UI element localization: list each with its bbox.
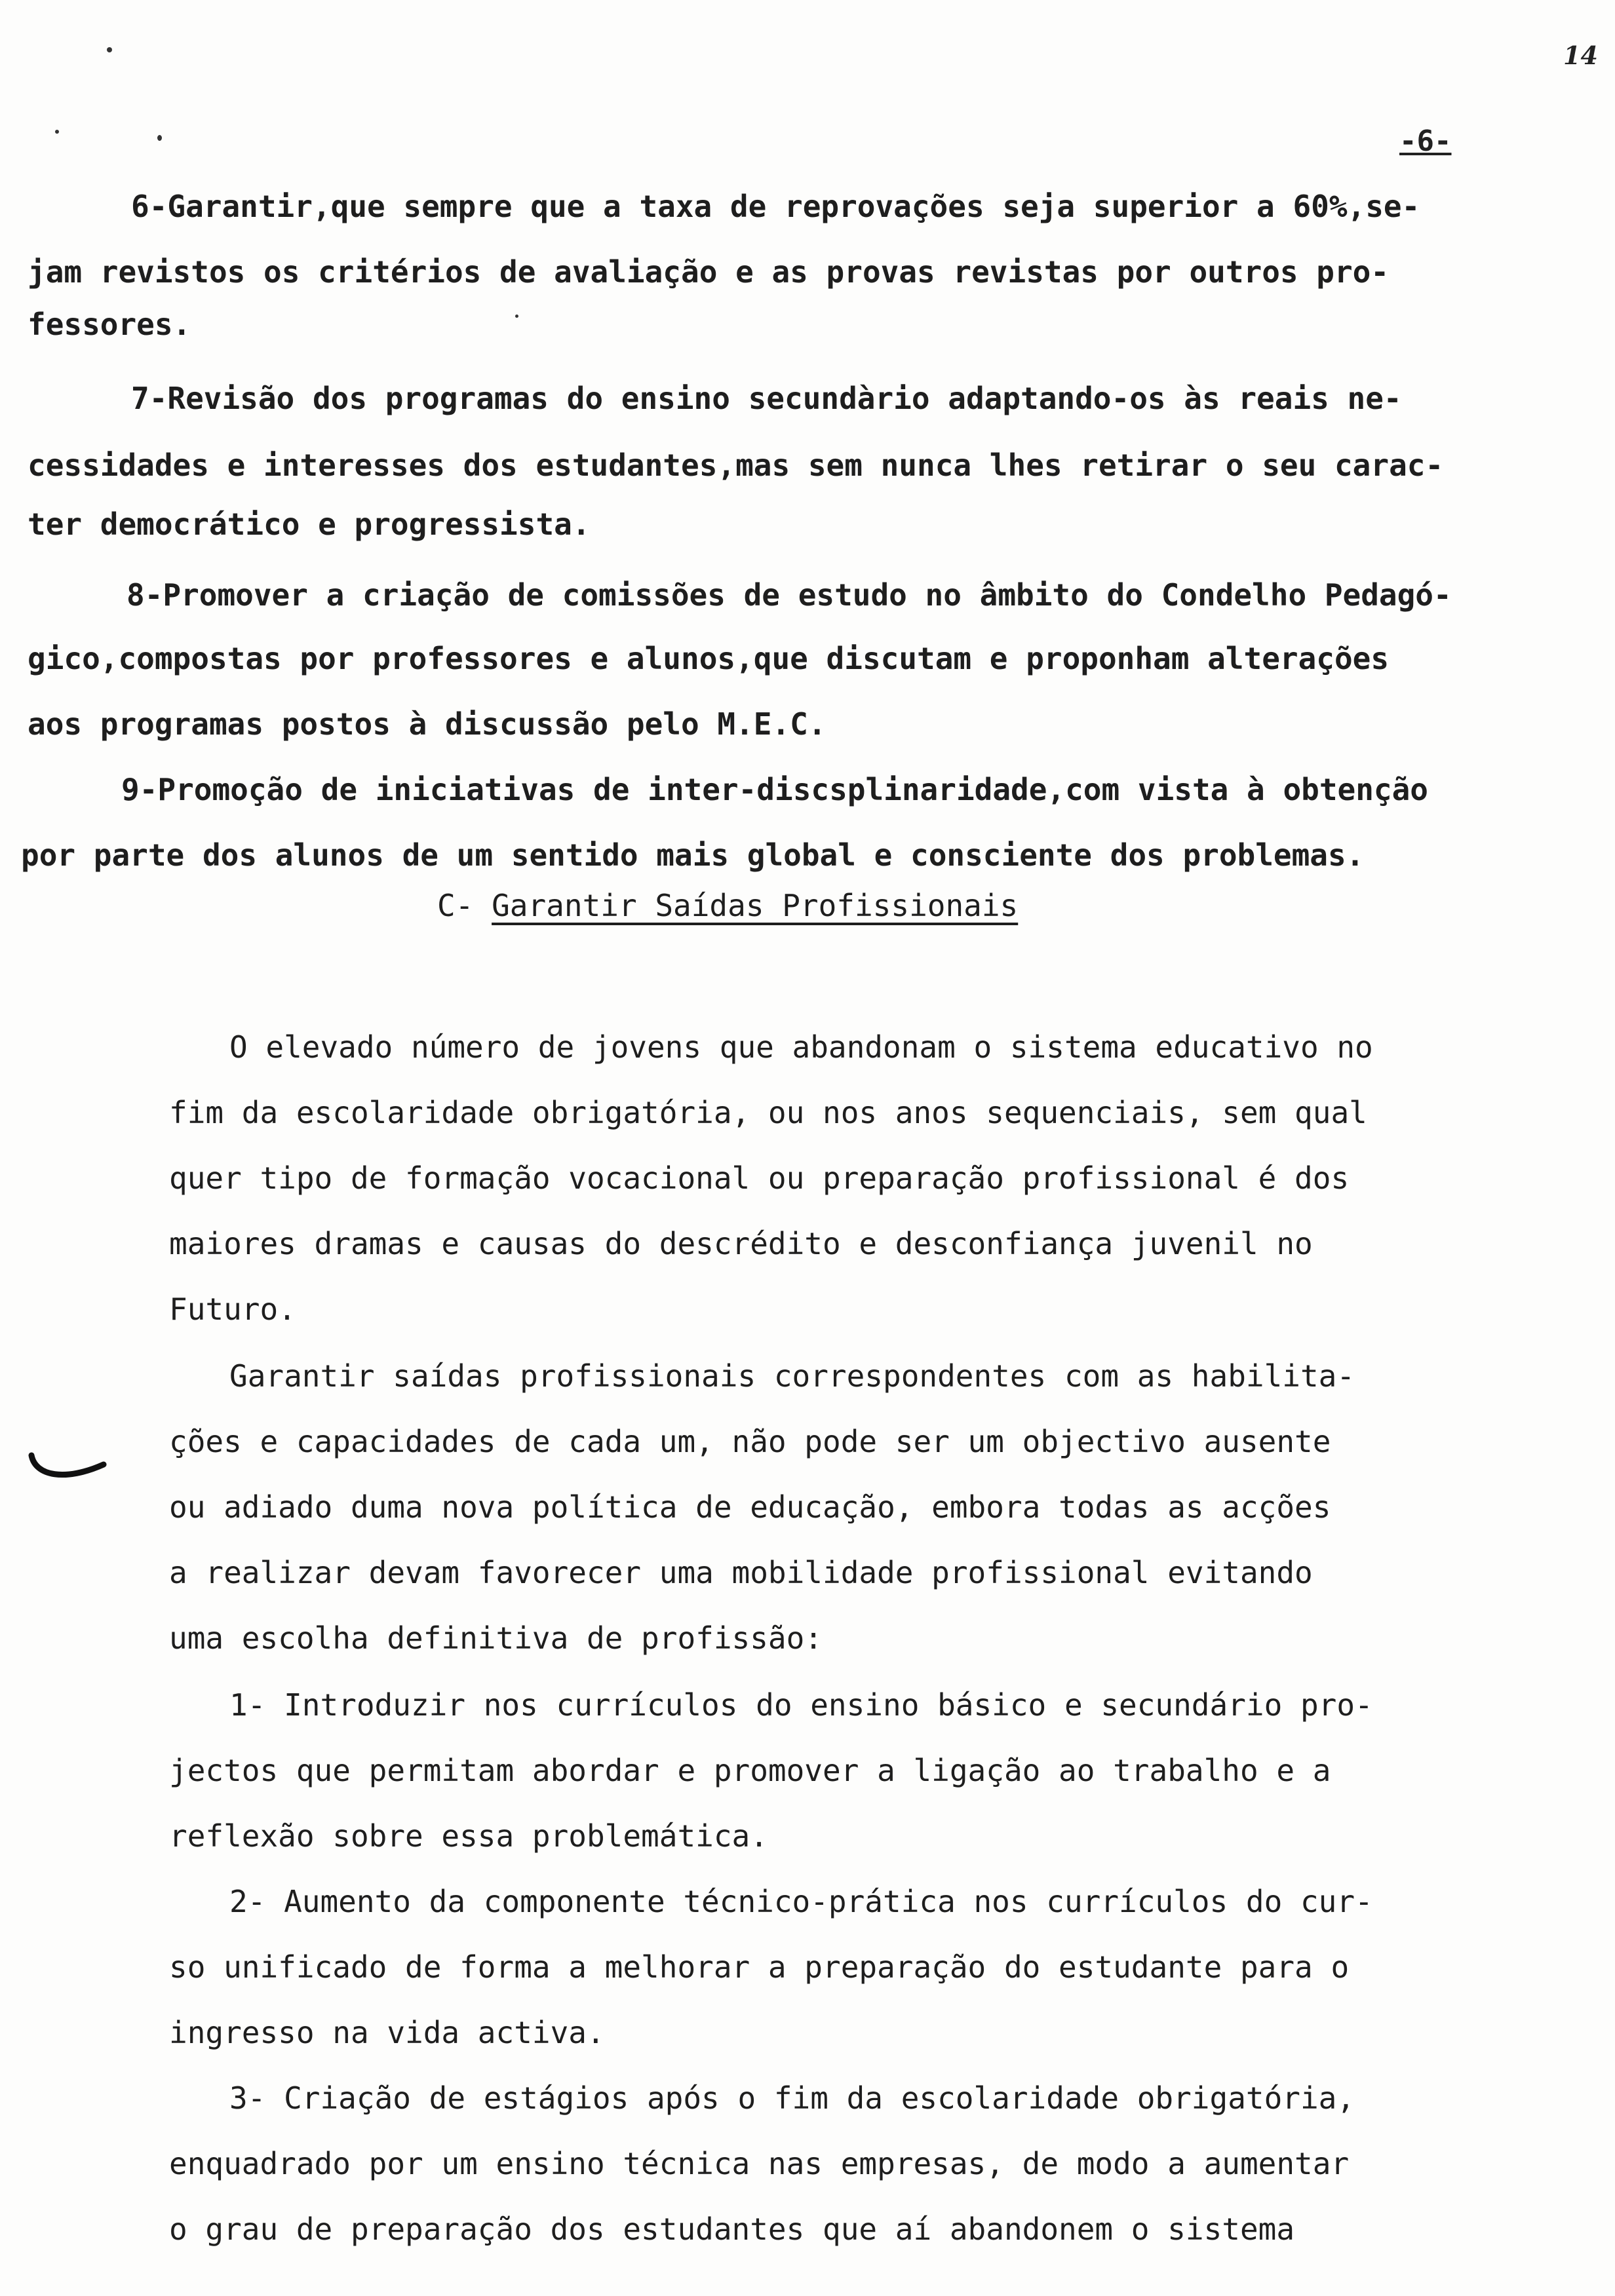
paragraph-2-line-2: ções e capacidades de cada um, não pode ser um objectivo ausente xyxy=(169,1424,1331,1459)
item-8-line-1: 8-Promover a criação de comissões de estudo no âmbito do Condelho Pedagó- xyxy=(126,577,1452,613)
corner-handwritten-mark: 14 xyxy=(1563,41,1598,70)
paragraph-1-line-5: Futuro. xyxy=(169,1292,296,1327)
list-item-3-line-3: o grau de preparação dos estudantes que aí abandonem o sistema xyxy=(169,2211,1295,2247)
section-c-heading xyxy=(437,888,1018,923)
list-item-2-line-1: 2- Aumento da componente técnico-prática nos currículos do cur- xyxy=(229,1884,1373,1919)
paragraph-1-line-3: quer tipo de formação vocacional ou preparação profissional é dos xyxy=(169,1160,1350,1196)
paragraph-2-line-1: Garantir saídas profissionais correspondentes com as habilita- xyxy=(229,1358,1355,1394)
section-c-title: Garantir Saídas Profissionais xyxy=(492,888,1019,923)
item-7-line-3: ter democrático e progressista. xyxy=(28,507,591,542)
item-9-line-2: por parte dos alunos de um sentido mais global e consciente dos problemas. xyxy=(21,837,1365,873)
scan-speck xyxy=(107,47,112,52)
scan-speck xyxy=(157,135,162,141)
item-7-line-1: 7-Revisão dos programas do ensino secundàrio adaptando-os às reais ne- xyxy=(131,381,1402,416)
item-9-line-1: 9-Promoção de iniciativas de inter-discsplinaridade,com vista à obtenção xyxy=(121,772,1428,807)
paragraph-2-line-4: a realizar devam favorecer uma mobilidade profissional evitando xyxy=(169,1555,1313,1590)
scan-speck xyxy=(515,315,518,318)
list-item-1-line-2: jectos que permitam abordar e promover a ligação ao trabalho e a xyxy=(169,1753,1331,1788)
list-item-2-line-3: ingresso na vida activa. xyxy=(169,2015,605,2050)
scan-speck xyxy=(55,130,59,134)
list-item-3-line-1: 3- Criação de estágios após o fim da escolaridade obrigatória, xyxy=(229,2080,1355,2116)
list-item-1-line-3: reflexão sobre essa problemática. xyxy=(169,1818,768,1854)
item-8-line-3: aos programas postos à discussão pelo M.E.C. xyxy=(28,706,827,742)
paragraph-2-line-3: ou adiado duma nova política de educação, embora todas as acções xyxy=(169,1489,1331,1525)
handwritten-curve-mark xyxy=(26,1451,111,1484)
item-6-line-2: jam revistos os critérios de avaliação e as provas revistas por outros pro- xyxy=(28,254,1390,290)
item-7-line-2: cessidades e interesses dos estudantes,mas sem nunca lhes retirar o seu carac- xyxy=(28,448,1444,483)
item-6-line-3: fessores. xyxy=(28,307,191,342)
page-number: -6- xyxy=(1399,124,1452,158)
paragraph-1-line-1: O elevado número de jovens que abandonam o sistema educativo no xyxy=(229,1029,1373,1065)
section-c-prefix: C- xyxy=(437,888,474,923)
paragraph-2-line-5: uma escolha definitiva de profissão: xyxy=(169,1620,823,1656)
paragraph-1-line-2: fim da escolaridade obrigatória, ou nos anos sequenciais, sem qual xyxy=(169,1095,1367,1130)
list-item-1-line-1: 1- Introduzir nos currículos do ensino básico e secundário pro- xyxy=(229,1687,1373,1723)
paragraph-1-line-4: maiores dramas e causas do descrédito e desconfiança juvenil no xyxy=(169,1226,1313,1261)
list-item-2-line-2: so unificado de forma a melhorar a preparação do estudante para o xyxy=(169,1949,1350,1985)
list-item-3-line-2: enquadrado por um ensino técnica nas empresas, de modo a aumentar xyxy=(169,2146,1350,2181)
item-8-line-2: gico,compostas por professores e alunos,que discutam e proponham alterações xyxy=(28,641,1390,676)
item-6-line-1: 6-Garantir,que sempre que a taxa de reprovações seja superior a 60%,se- xyxy=(131,189,1420,224)
